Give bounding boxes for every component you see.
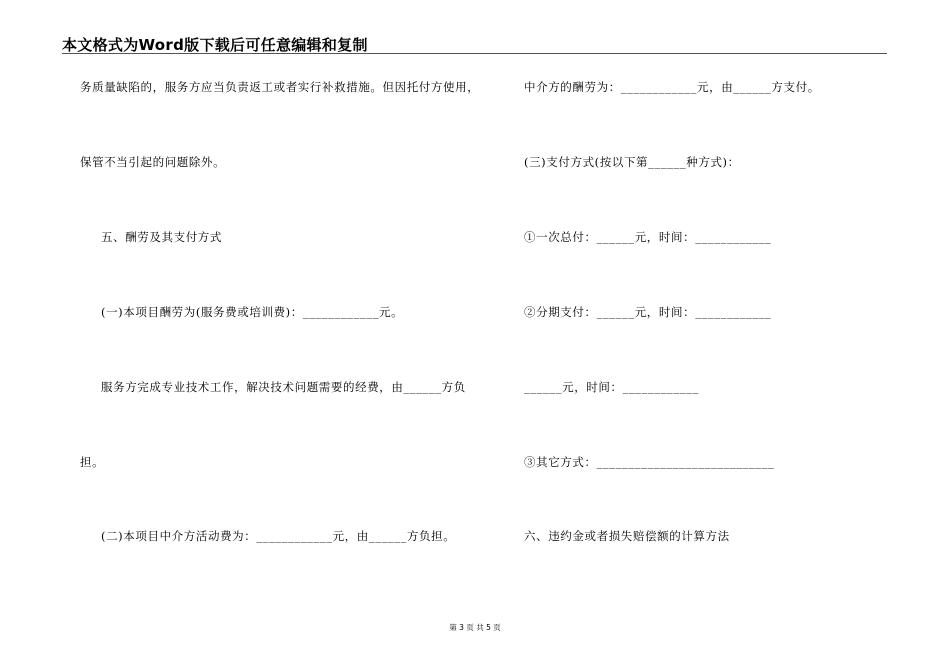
paragraph-line: ②分期支付：______元，时间：____________ (524, 305, 772, 319)
header-divider (62, 53, 887, 54)
page-number: 第 3 页 共 5 页 (449, 623, 501, 632)
paragraph-line: 务质量缺陷的，服务方应当负责返工或者实行补救措施。但因托付方使用， (80, 80, 480, 94)
paragraph-line: (二)本项目中介方活动费为：____________元，由______方负担。 (101, 529, 456, 543)
paragraph-line: (一)本项目酬劳为(服务费或培训费)：____________元。 (101, 305, 404, 319)
paragraph-line: 担。 (80, 455, 105, 469)
paragraph-line: ______元，时间：____________ (524, 380, 699, 394)
paragraph-line: (三)支付方式(按以下第______种方式)： (524, 155, 740, 169)
section-heading: 五、酬劳及其支付方式 (101, 230, 222, 244)
paragraph-line: 保管不当引起的问题除外。 (80, 155, 226, 169)
paragraph-line: 中介方的酬劳为：____________元，由______方支付。 (524, 80, 820, 94)
paragraph-line: ③其它方式：____________________________ (524, 455, 775, 469)
section-heading: 六、违约金或者损失赔偿额的计算方法 (524, 529, 730, 543)
document-header-title: 本文格式为Word版下载后可任意编辑和复制 (62, 36, 368, 54)
paragraph-line: ①一次总付：______元，时间：____________ (524, 230, 772, 244)
paragraph-line: 服务方完成专业技术工作，解决技术问题需要的经费，由______方负 (101, 380, 466, 394)
